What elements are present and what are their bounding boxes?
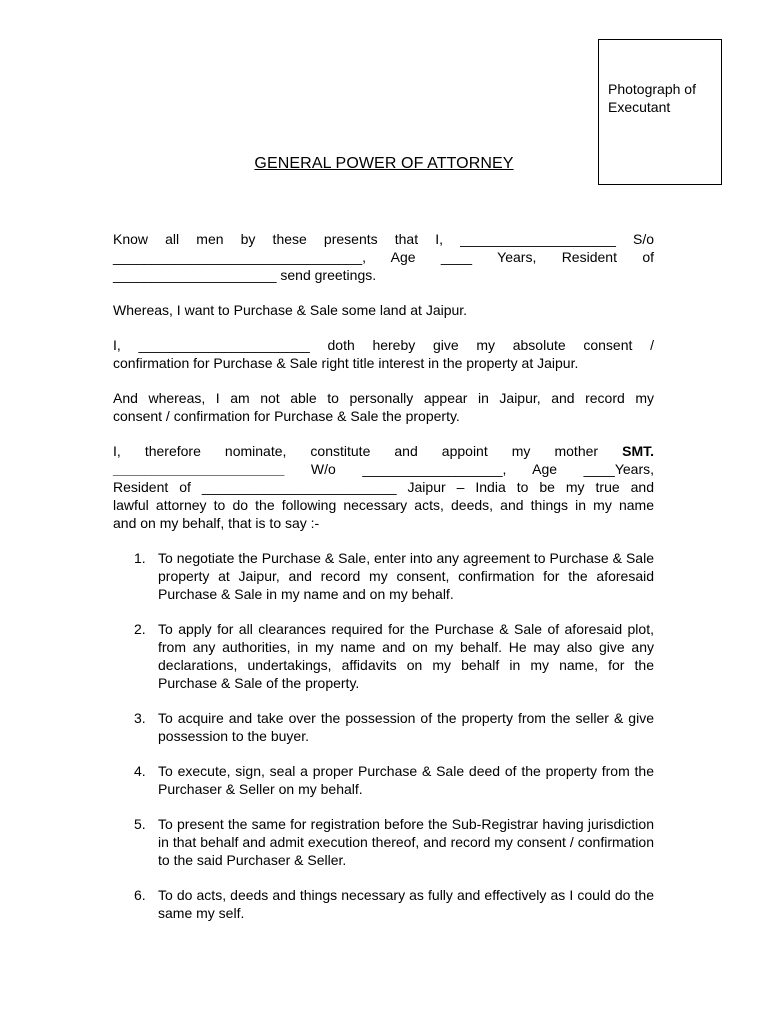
nominate-paragraph — [113, 442, 654, 532]
list-item-number: 1. — [134, 550, 146, 566]
intro-line-1: Know all men by these presents that I, ____________________ S/o — [113, 231, 654, 247]
list-item — [113, 620, 654, 692]
nominate-line-2-text: W/o __________________, Age ____Years, — [284, 461, 654, 477]
list-item-text: To execute, sign, seal a proper Purchase & Sale deed of the property from the Purchaser & Seller on my behalf. — [158, 763, 654, 797]
nominate-line-1 — [113, 442, 654, 460]
list-item-text: To negotiate the Purchase & Sale, enter into any agreement to Purchase & Sale property at Jaipur, and record my consent, confirmation for the aforesaid Purchase & Sale in my name and on my behalf. — [158, 550, 654, 602]
list-item — [113, 709, 654, 745]
not-able-line-2: consent / confirmation for Purchase & Sale the property. — [113, 408, 460, 424]
nominate-line-4: lawful attorney to do the following necessary acts, deeds, and things in my name — [113, 497, 654, 513]
list-item-text: To apply for all clearances required for the Purchase & Sale of aforesaid plot, from any authorities, in my name and on my behalf. He may also give any declarations, undertakings, affidavits on my behalf in my name, for the Purchase & Sale of the property. — [158, 621, 654, 691]
list-item — [113, 762, 654, 798]
powers-list — [113, 549, 654, 922]
list-item-number: 6. — [134, 887, 146, 903]
consent-line-1: I, ______________________ doth hereby give my absolute consent / — [113, 337, 654, 353]
nominate-line-2 — [113, 460, 654, 478]
nominate-line-5: and on my behalf, that is to say :- — [113, 515, 320, 531]
intro-line-3: _____________________ send greetings. — [113, 267, 377, 283]
nominate-line-3: Resident of _________________________ Jaipur – India to be my true and — [113, 479, 654, 495]
photograph-label-line1: Photograph of — [608, 81, 696, 97]
photograph-label — [608, 80, 696, 116]
document-title: GENERAL POWER OF ATTORNEY — [254, 155, 514, 172]
list-item-number: 4. — [134, 763, 146, 779]
list-item-number: 2. — [134, 621, 146, 637]
intro-line-2: ________________________________, Age ____ Years, Resident of — [113, 249, 654, 265]
whereas-paragraph: Whereas, I want to Purchase & Sale some land at Jaipur. — [113, 302, 468, 318]
intro-paragraph — [113, 230, 654, 284]
smt-label: SMT. — [622, 443, 654, 459]
not-able-line-1: And whereas, I am not able to personally appear in Jaipur, and record my — [113, 390, 654, 406]
list-item — [113, 886, 654, 922]
list-item — [113, 549, 654, 603]
list-item-number: 3. — [134, 710, 146, 726]
consent-paragraph — [113, 336, 654, 372]
list-item-text: To do acts, deeds and things necessary as fully and effectively as I could do the same my self. — [158, 887, 654, 921]
list-item-number: 5. — [134, 816, 146, 832]
document-body — [113, 230, 654, 939]
list-item-text: To present the same for registration before the Sub-Registrar having jurisdiction in that behalf and admit execution thereof, and record my consent / confirmation to the said Purchaser & Seller. — [158, 816, 654, 868]
mother-name-blank: ______________________ — [113, 461, 285, 477]
list-item — [113, 815, 654, 869]
consent-line-2: confirmation for Purchase & Sale right title interest in the property at Jaipur. — [113, 355, 579, 371]
nominate-line-1-text: I, therefore nominate, constitute and appoint my mother — [113, 443, 599, 459]
photograph-label-line2: Executant — [608, 99, 671, 115]
list-item-text: To acquire and take over the possession of the property from the seller & give possession to the buyer. — [158, 710, 654, 744]
not-able-paragraph — [113, 389, 654, 425]
